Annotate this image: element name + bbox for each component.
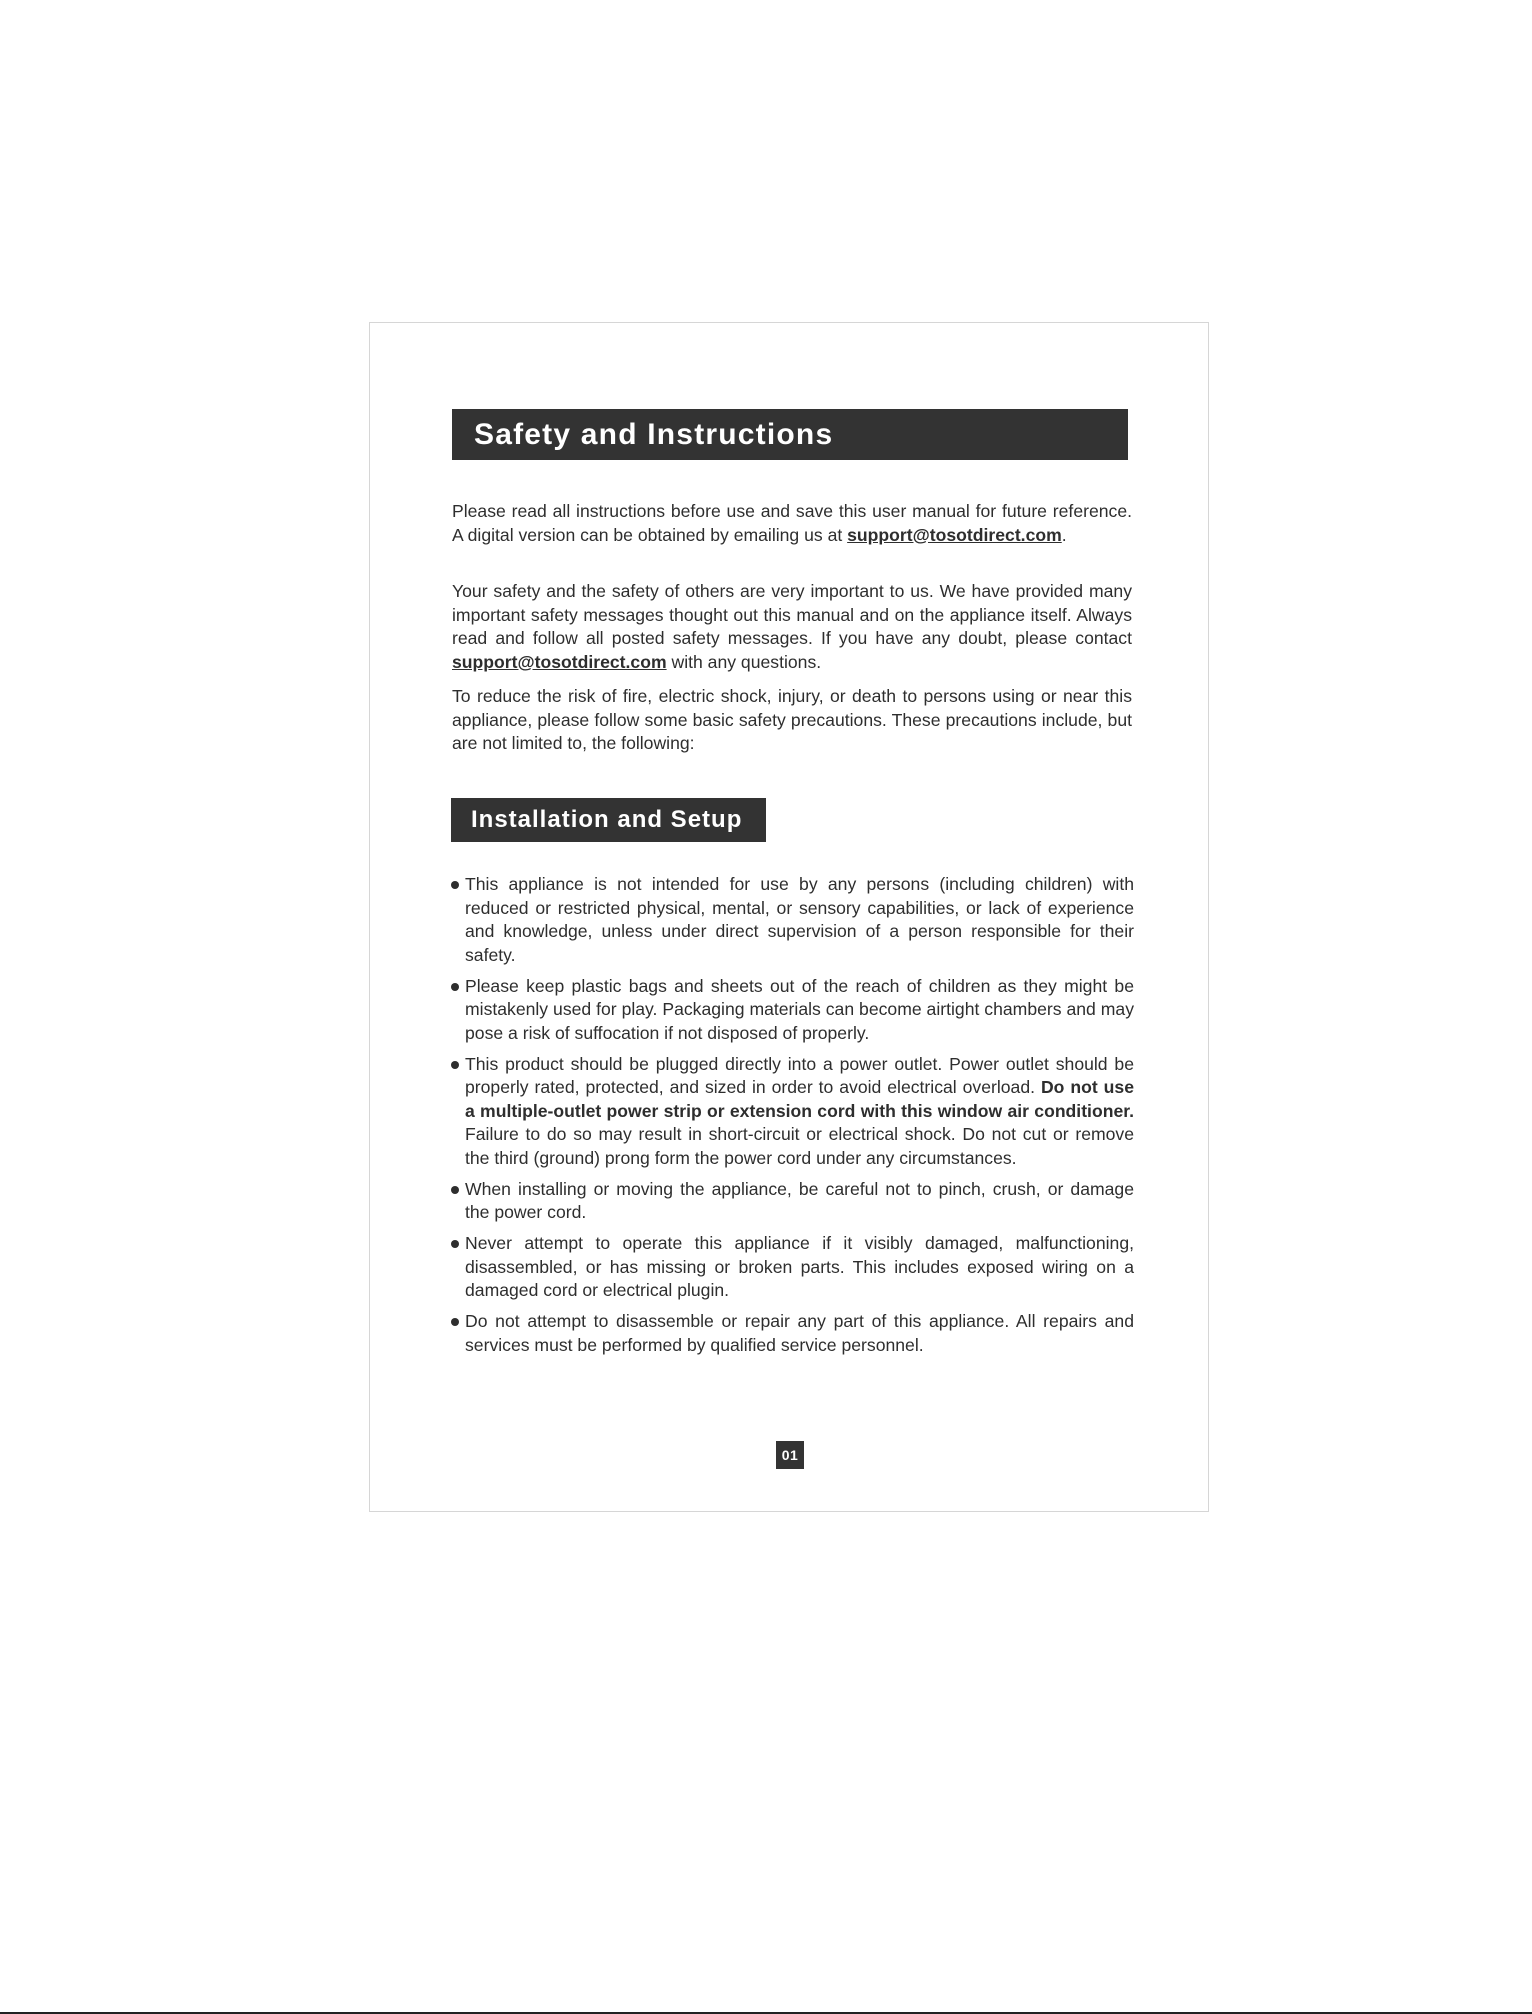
list-item-text: Do not attempt to disassemble or repair any part of this appliance. All repairs and services must be performed by qualified service personnel.	[465, 1311, 1134, 1355]
support-email-link-1[interactable]: support@tosotdirect.com	[847, 524, 1062, 545]
list-item-text-after: Failure to do so may result in short-circuit or electrical shock. Do not cut or remove the third (ground) prong form the power cord under any circumstances.	[465, 1124, 1134, 1168]
list-item	[450, 1310, 1134, 1357]
list-item	[450, 975, 1134, 1046]
list-item	[450, 1053, 1134, 1171]
bullet-dot-icon	[451, 1240, 459, 1248]
list-item	[450, 1232, 1134, 1303]
intro-paragraph-1-text: Please read all instructions before use and save this user manual for future reference. A digital version can be obtained by emailing us at	[452, 501, 1132, 545]
page-title	[452, 409, 1128, 460]
intro-paragraph-1-end: .	[1061, 524, 1067, 545]
intro-paragraph-2-text: Your safety and the safety of others are very important to us. We have provided many important safety messages thought out this manual and on the appliance itself. Always read and follow all posted safety messages. If you have any doubt, please contact	[452, 581, 1132, 648]
list-item-warning: Do not use a multiple-outlet power strip or extension cord with this window air conditioner.	[465, 1077, 1134, 1121]
bullet-dot-icon	[451, 1061, 459, 1069]
list-item-text: This appliance is not intended for use by any persons (including children) with reduced or restricted physical, mental, or sensory capabilities, or lack of experience and knowledge, unless under direct supervision of a person responsible for their safety.	[465, 874, 1134, 965]
list-item-text: Never attempt to operate this appliance if it visibly damaged, malfunctioning, disassembled, or has missing or broken parts. This includes exposed wiring on a damaged cord or electrical plugin.	[465, 1233, 1134, 1300]
intro-paragraph-3: To reduce the risk of fire, electric shock, injury, or death to persons using or near this appliance, please follow some basic safety precautions. These precautions include, but are not limited to, the following:	[452, 686, 1132, 753]
intro-paragraph-2-end: with any questions.	[666, 651, 822, 672]
list-item	[450, 873, 1134, 967]
list-item-text: Please keep plastic bags and sheets out of the reach of children as they might be mistakenly used for play. Packaging materials can become airtight chambers and may pose a risk of suffocation if not disposed of properly.	[465, 975, 1134, 1043]
support-email-link-2[interactable]: support@tosotdirect.com	[452, 651, 667, 672]
list-item-text: This product should be plugged directly into a power outlet. Power outlet should be properly rated, protected, and sized in order to avoid electrical overload.	[465, 1053, 1134, 1097]
bullet-dot-icon	[451, 1186, 459, 1194]
list-item-text: When installing or moving the appliance, be careful not to pinch, crush, or damage the power cord.	[465, 1178, 1134, 1222]
list-item	[450, 1178, 1134, 1225]
bullet-dot-icon	[451, 881, 459, 889]
safety-bullet-list	[450, 873, 1134, 1365]
intro-paragraph-2	[452, 580, 1132, 674]
section-title	[451, 798, 766, 842]
section-title-text: Installation and Setup	[471, 806, 743, 833]
intro-paragraph-1	[452, 500, 1132, 547]
page-number: 01	[776, 1441, 804, 1469]
page-title-text: Safety and Instructions	[474, 417, 834, 451]
bullet-dot-icon	[451, 1318, 459, 1326]
bullet-dot-icon	[451, 983, 459, 991]
